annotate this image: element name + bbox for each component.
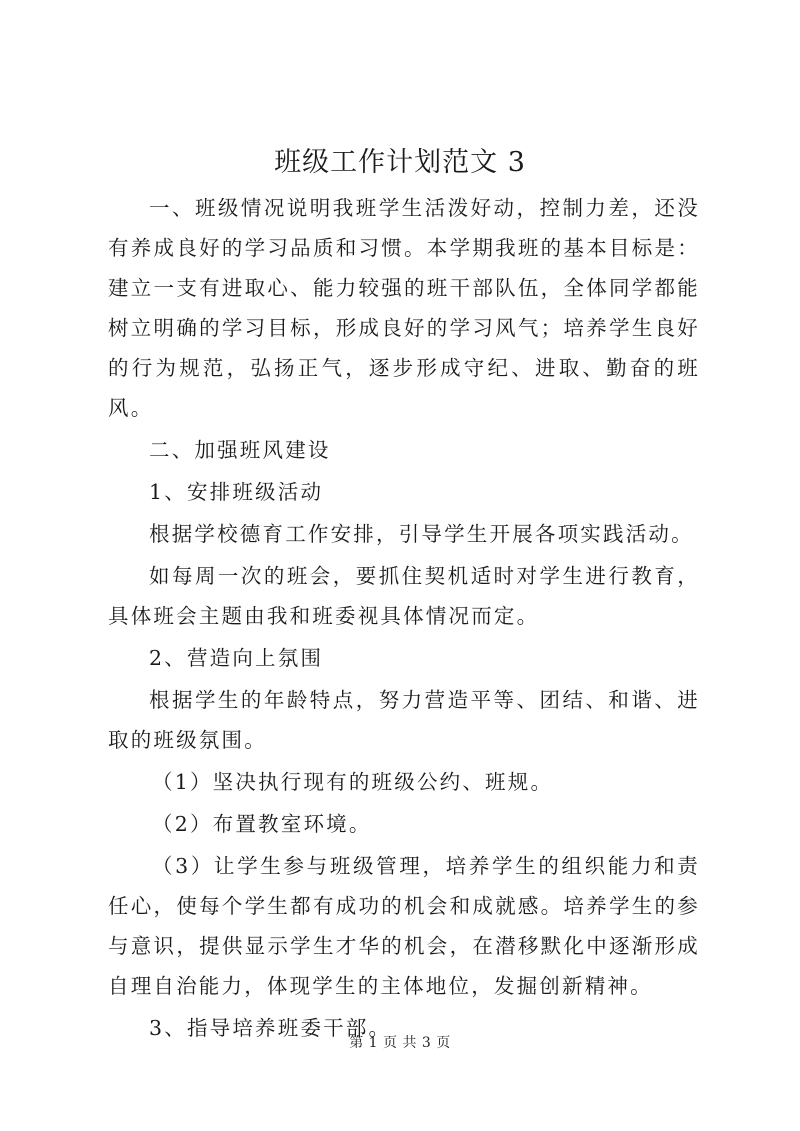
heading-train-class-committee: 3、指导培养班委干部。 [149,1016,392,1040]
paragraph-weekly-meeting: 如每周一次的班会，要抓住契机适时对学生进行教育，具体班会主题由我和班委视具体情况而定。 [108,564,700,628]
heading-strengthen-class-style: 二、加强班风建设 [149,438,331,462]
heading-upward-atmosphere: 2、营造向上氛围 [149,646,324,670]
paragraph-moral-education: 根据学校德育工作安排，引导学生开展各项实践活动。 [149,522,694,546]
list-item-classroom-environment: （2）布置教室环境。 [152,812,372,836]
list-item-class-management: （3）让学生参与班级管理，培养学生的组织能力和责任心，使每个学生都有成功的机会和成就感。培养学生的参与意识，提供显示学生才华的机会，在潜移默化中逐渐形成自理自治能力，体现学生的主体地位，发掘创新精神。 [108,854,700,998]
paragraph-age-characteristics: 根据学生的年龄特点，努力营造平等、团结、和谐、进取的班级氛围。 [108,688,700,752]
document-title: 班级工作计划范文 3 [274,147,526,178]
paragraph-class-situation: 一、班级情况说明我班学生活泼好动，控制力差，还没有养成良好的学习品质和习惯。本学期我班的基本目标是：建立一支有进取心、能力较强的班干部队伍，全体同学都能树立明确的学习目标，形成良好的学习风气；培养学生良好的行为规范，弘扬正气，逐步形成守纪、进取、勤奋的班风。 [108,196,700,420]
page-number-footer: 第 1 页 共 3 页 [349,1035,451,1051]
document-body [108,188,700,1048]
heading-arrange-activities: 1、安排班级活动 [149,480,324,504]
list-item-class-rules: （1）坚决执行现有的班级公约、班规。 [152,770,554,794]
